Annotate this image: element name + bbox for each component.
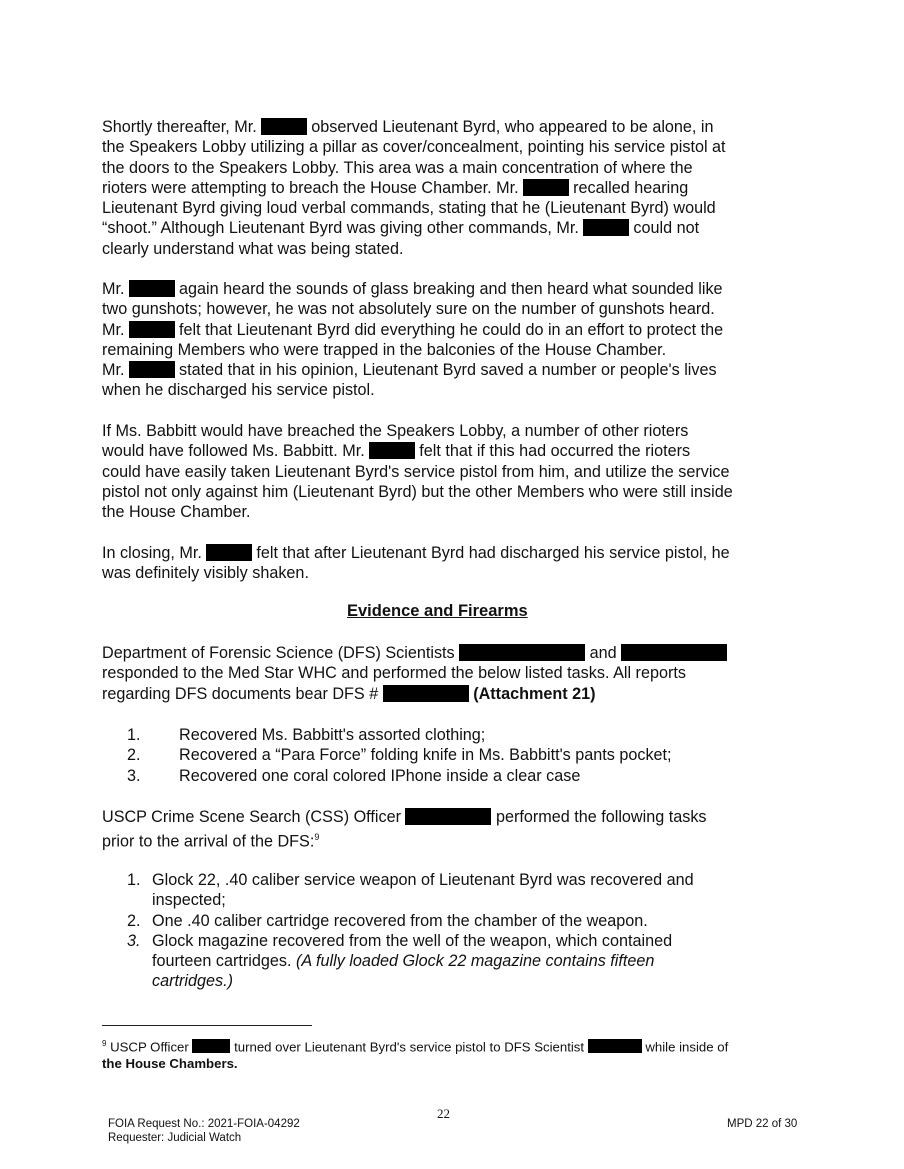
mpd-page-count: MPD 22 of 30: [727, 1118, 798, 1130]
text-line: [102, 663, 802, 683]
text-segment: and: [585, 644, 622, 662]
list-text: Recovered Ms. Babbitt's assorted clothing;: [179, 726, 486, 744]
redaction-box: [261, 118, 307, 135]
text-segment: USCP Crime Scene Search (CSS) Officer: [102, 808, 406, 826]
list-number: 2.: [127, 746, 141, 765]
text-segment: recalled hearing: [573, 178, 689, 197]
text-segment: pistol not only against him (Lieutenant Byrd) but the other Members who were still inside: [102, 482, 733, 501]
text-segment: could have easily taken Lieutenant Byrd's service pistol from him, and utilize the service: [102, 462, 730, 481]
text-segment: was definitely visibly shaken.: [102, 564, 309, 583]
text-segment: regarding DFS documents bear DFS #: [102, 684, 383, 703]
text-line: [102, 299, 792, 319]
text-segment: If Ms. Babbitt would have breached the Speakers Lobby, a number of other rioters: [102, 422, 689, 440]
list-number: 1.: [127, 871, 141, 889]
text-line: [102, 482, 792, 502]
text-segment: clearly understand what was being stated.: [102, 239, 404, 258]
text-segment: the House Chamber.: [102, 503, 251, 522]
footnote-divider: [102, 1025, 312, 1026]
text-line: [102, 643, 802, 663]
redaction-box: [369, 442, 415, 459]
footnote-line: the House Chambers.: [102, 1056, 238, 1072]
text-line: [102, 279, 792, 299]
text-segment: the doors to the Speakers Lobby. This area was a main concentration of where the: [102, 158, 693, 177]
text-line: [102, 320, 792, 340]
text-segment: Mr.: [102, 280, 129, 298]
text-line: [102, 218, 792, 238]
text-segment: Department of Forensic Science (DFS) Scientists: [102, 644, 460, 662]
redaction-box: [583, 219, 629, 236]
redaction-box: [523, 179, 569, 196]
paragraph-css: [102, 807, 792, 851]
text-line: [102, 441, 792, 461]
text-line: [102, 158, 792, 178]
paragraph-3: [102, 421, 792, 522]
text-segment: felt that if this had occurred the rioters: [419, 442, 691, 461]
text-segment: performed the following tasks: [491, 808, 707, 826]
text-segment: responded to the Med Star WHC and performed the below listed tasks. All reports: [102, 664, 686, 683]
redaction-box: [129, 361, 175, 378]
footnote-mark: 9: [102, 1039, 107, 1048]
footnote-reference: 9: [314, 832, 320, 843]
text-segment: Mr.: [102, 361, 129, 380]
text-line: [102, 198, 792, 218]
list-number: 2.: [127, 911, 141, 930]
redaction-box: [192, 1039, 230, 1053]
paragraph-2: [102, 279, 792, 401]
paragraph-4: [102, 543, 792, 584]
list-text: inspected;: [152, 891, 226, 910]
text-line: [102, 462, 792, 482]
list-text: Recovered one coral colored IPhone inside a clear case: [179, 766, 581, 785]
footnote-line: [102, 1035, 802, 1055]
text-segment: felt that after Lieutenant Byrd had discharged his service pistol, he: [256, 544, 730, 562]
list-note: (A fully loaded Glock 22 magazine contains fifteen: [295, 952, 655, 971]
text-segment: when he discharged his service pistol.: [102, 381, 375, 400]
text-line: [102, 807, 792, 827]
text-segment: USCP Officer: [106, 1039, 193, 1055]
text-line: [102, 239, 792, 259]
redaction-box: [459, 644, 585, 661]
footnote: [102, 1035, 802, 1072]
text-line: [102, 543, 792, 563]
text-segment: remaining Members who were trapped in the balconies of the House Chamber.: [102, 340, 667, 359]
redaction-box: [129, 321, 175, 338]
attachment-reference: (Attachment 21): [468, 684, 596, 703]
text-segment: Shortly thereafter, Mr.: [102, 118, 262, 136]
list-text: Glock magazine recovered from the well of the weapon, which contained: [152, 931, 673, 950]
redaction-box: [588, 1039, 642, 1053]
redaction-box: [206, 544, 252, 561]
paragraph-dfs: [102, 643, 802, 704]
list-text: One .40 caliber cartridge recovered from the chamber of the weapon.: [152, 911, 648, 930]
paragraph-1: [102, 117, 792, 259]
text-segment: would have followed Ms. Babbitt. Mr.: [102, 442, 370, 461]
text-line: [102, 563, 792, 583]
list-number: 3.: [127, 766, 141, 785]
text-line: [102, 380, 792, 400]
redaction-box: [405, 808, 491, 825]
list-number: 1.: [127, 726, 141, 744]
text-line: [102, 421, 792, 441]
text-segment: stated that in his opinion, Lieutenant Byrd saved a number or people's lives: [178, 361, 717, 380]
text-segment: felt that Lieutenant Byrd did everything he could do in an effort to protect the: [178, 320, 724, 339]
text-segment: rioters were attempting to breach the House Chamber. Mr.: [102, 178, 524, 197]
footer-request-info: [108, 1117, 300, 1145]
text-segment: observed Lieutenant Byrd, who appeared to be alone, in: [311, 118, 714, 136]
redaction-box: [383, 685, 469, 702]
list-number: 3.: [127, 931, 141, 950]
text-segment: the Speakers Lobby utilizing a pillar as cover/concealment, pointing his service pistol at: [102, 138, 726, 157]
text-line: [102, 502, 792, 522]
section-heading: Evidence and Firearms: [347, 602, 528, 620]
text-segment: Lieutenant Byrd giving loud verbal commands, stating that he (Lieutenant Byrd) would: [102, 199, 716, 218]
text-segment: In closing, Mr.: [102, 544, 207, 562]
text-segment: “shoot.” Although Lieutenant Byrd was giving other commands, Mr.: [102, 219, 584, 238]
text-segment: again heard the sounds of glass breaking and then heard what sounded like: [178, 280, 723, 298]
text-segment: could not: [633, 219, 700, 238]
list-text: Glock 22, .40 caliber service weapon of Lieutenant Byrd was recovered and: [152, 871, 694, 889]
foia-request-number: FOIA Request No.: 2021-FOIA-04292: [108, 1118, 300, 1130]
text-line: [102, 178, 792, 198]
text-line: [102, 360, 792, 380]
list-text: fourteen cartridges.: [152, 952, 296, 971]
list-text: Recovered a “Para Force” folding knife in Ms. Babbitt's pants pocket;: [179, 746, 672, 765]
redaction-box: [621, 644, 727, 661]
text-line: [102, 684, 802, 704]
text-segment: while inside of: [641, 1039, 729, 1055]
page-number: 22: [437, 1106, 450, 1121]
text-line: [102, 340, 792, 360]
list-note: cartridges.): [152, 972, 233, 991]
text-segment: turned over Lieutenant Byrd's service pistol to DFS Scientist: [230, 1039, 588, 1055]
text-segment: prior to the arrival of the DFS:: [102, 832, 315, 851]
text-line: [102, 117, 792, 137]
text-line: [102, 827, 792, 851]
text-segment: Mr.: [102, 320, 129, 339]
redaction-box: [129, 280, 175, 297]
requester: Requester: Judicial Watch: [108, 1132, 242, 1144]
text-line: [102, 137, 792, 157]
text-segment: two gunshots; however, he was not absolutely sure on the number of gunshots heard.: [102, 300, 715, 319]
